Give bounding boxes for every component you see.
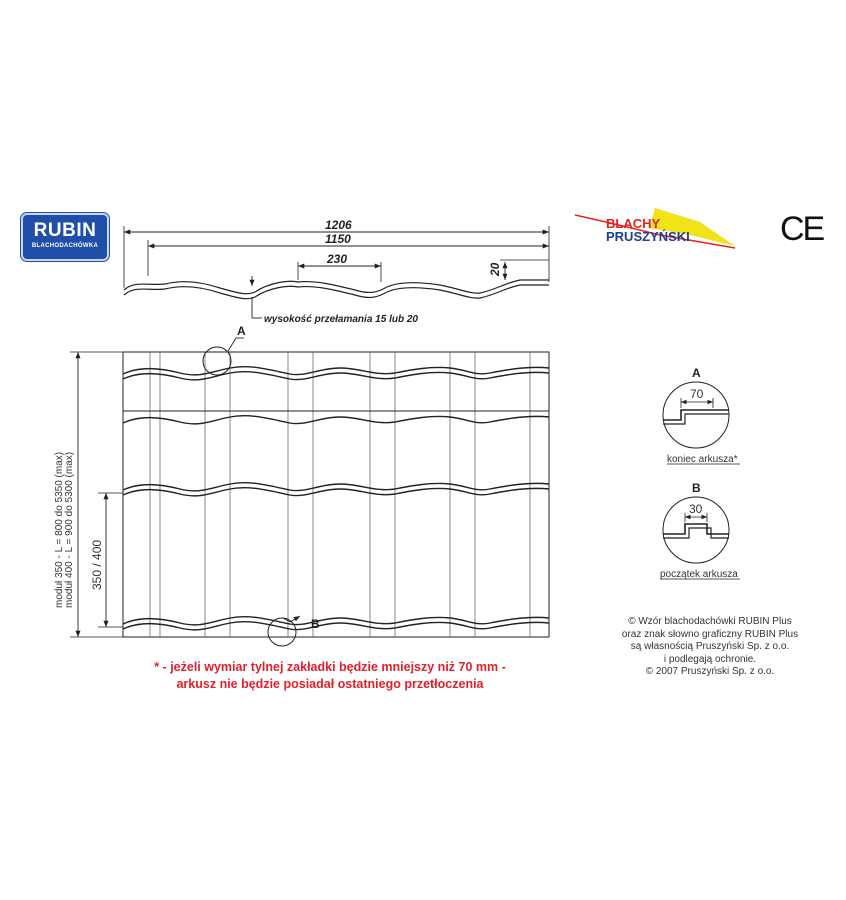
warning-line-1: * - jeżeli wymiar tylnej zakładki będzie mniejszy niż 70 mm - <box>154 660 506 674</box>
pruszynski-logo <box>575 208 735 248</box>
length-range-400: moduł 400 - L = 900 do 5300 (max) <box>64 451 75 608</box>
copyright-line-4: i podlegają ochronie. <box>663 653 757 665</box>
sheet-view <box>70 338 549 646</box>
callout-b-label: B <box>311 617 320 631</box>
dim-total-width: 1206 <box>325 218 352 232</box>
pruszynski-logo-line1: BLACHY <box>606 216 661 231</box>
copyright-line-1: © Wzór blachodachówki RUBIN Plus <box>628 616 792 627</box>
break-height-note: wysokość przełamania 15 lub 20 <box>264 314 418 325</box>
detail-a-caption: koniec arkusza* <box>667 454 738 465</box>
dim-effective-width: 1150 <box>325 232 351 246</box>
detail-b-value: 30 <box>689 502 703 516</box>
pruszynski-logo-line2: PRUSZYŃSKI <box>606 229 690 244</box>
copyright-line-5: © 2007 Pruszyński Sp. z o.o. <box>645 666 775 677</box>
warning-line-2: arkusz nie będzie posiadał ostatniego przetłoczenia <box>176 677 484 691</box>
detail-a-letter: A <box>692 366 701 380</box>
dim-wave-length: 230 <box>327 252 348 266</box>
detail-b-caption: początek arkusza <box>660 569 738 580</box>
module-label: 350 / 400 <box>90 539 104 590</box>
rubin-logo-title: RUBIN <box>33 220 97 241</box>
detail-b-letter: B <box>692 481 701 495</box>
ce-mark: CE <box>780 210 824 248</box>
warning-note <box>140 659 520 693</box>
detail-a-value: 70 <box>690 387 704 401</box>
rubin-logo-subtitle: BLACHODACHÓWKA <box>31 243 99 249</box>
dim-profile-height: 20 <box>488 262 502 276</box>
length-range-350: moduł 350 - L = 800 do 5350 (max) <box>54 451 65 608</box>
copyright-line-2: oraz znak słowno graficzny RUBIN Plus <box>621 628 799 640</box>
copyright-line-3: są własnością Pruszyński Sp. z o.o. <box>630 641 790 652</box>
callout-a-label: A <box>237 324 246 338</box>
copyright-note <box>600 616 820 679</box>
